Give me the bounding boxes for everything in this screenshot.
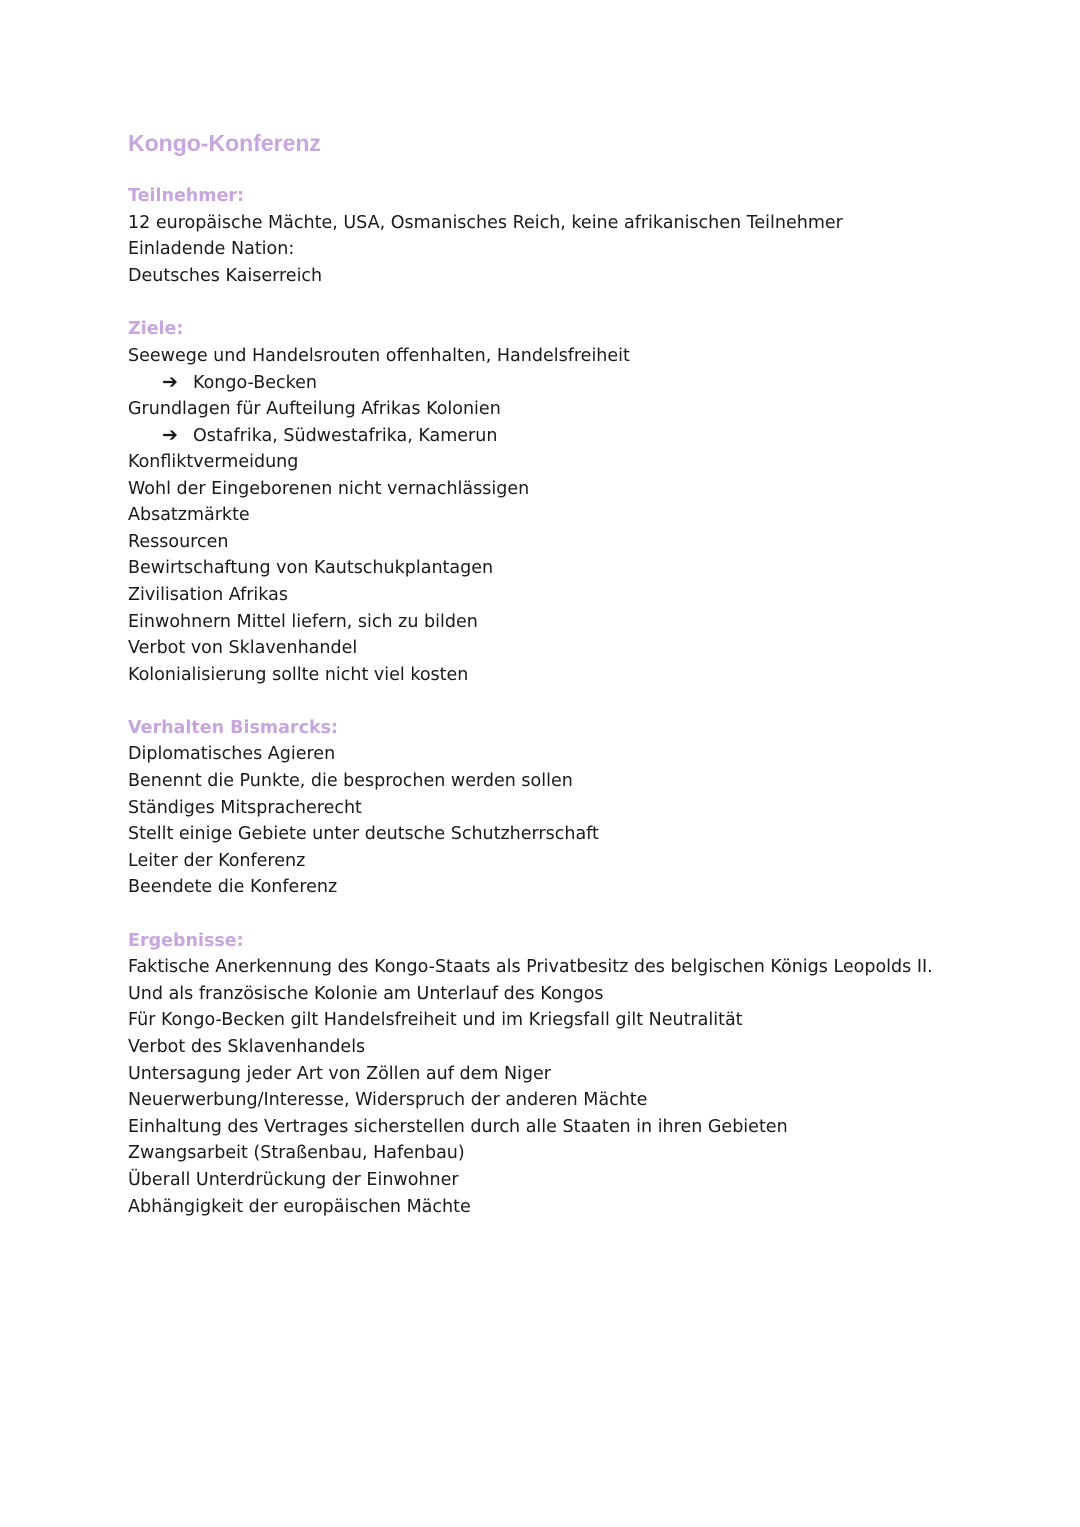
list-item: Überall Unterdrückung der Einwohner xyxy=(128,1169,459,1190)
list-item: Stellt einige Gebiete unter deutsche Schutzherrschaft xyxy=(128,824,599,845)
sub-list-item-text: Ostafrika, Südwestafrika, Kamerun xyxy=(193,426,498,447)
list-item: Ständiges Mitspracherecht xyxy=(128,797,362,818)
list-item: Verbot des Sklavenhandels xyxy=(128,1037,366,1057)
section-heading-ziele: Ziele: xyxy=(128,318,184,339)
list-item: Leiter der Konferenz xyxy=(128,850,306,871)
list-item: Und als französische Kolonie am Unterlauf des Kongos xyxy=(128,983,604,1004)
list-item: Verbot von Sklavenhandel xyxy=(128,638,358,659)
list-item: Seewege und Handelsrouten offenhalten, Handelsfreiheit xyxy=(128,345,630,366)
list-item: Diplomatisches Agieren xyxy=(128,744,336,765)
document-title: Kongo-Konferenz xyxy=(128,130,321,156)
list-item: Neuerwerbung/Interesse, Widerspruch der anderen Mächte xyxy=(128,1090,648,1111)
list-item: Zivilisation Afrikas xyxy=(128,584,288,605)
sub-list-item-text: Kongo-Becken xyxy=(193,373,317,394)
list-item: 12 europäische Mächte, USA, Osmanisches Reich, keine afrikanischen Teilnehmer xyxy=(128,212,843,233)
sub-list-item xyxy=(128,422,1028,449)
list-item: Wohl der Eingeborenen nicht vernachlässigen xyxy=(128,478,530,499)
list-item: Benennt die Punkte, die besprochen werden sollen xyxy=(128,771,573,792)
section-teilnehmer xyxy=(128,183,1028,289)
list-item: Untersagung jeder Art von Zöllen auf dem Niger xyxy=(128,1063,551,1084)
section-heading-teilnehmer: Teilnehmer: xyxy=(128,186,244,206)
list-item: Einladende Nation: xyxy=(128,239,295,260)
arrow-right-icon: ➔ xyxy=(162,371,178,394)
list-item: Für Kongo-Becken gilt Handelsfreiheit und im Kriegsfall gilt Neutralität xyxy=(128,1010,743,1031)
section-heading-verhalten-bismarcks: Verhalten Bismarcks: xyxy=(128,717,338,738)
list-item: Abhängigkeit der europäischen Mächte xyxy=(128,1196,471,1217)
list-item: Einwohnern Mittel liefern, sich zu bilden xyxy=(128,611,478,632)
list-item: Kolonialisierung sollte nicht viel kosten xyxy=(128,664,469,685)
list-item: Bewirtschaftung von Kautschukplantagen xyxy=(128,558,494,579)
section-ziele xyxy=(128,316,1028,688)
document-page xyxy=(128,126,1028,1247)
section-ergebnisse xyxy=(128,928,1028,1221)
arrow-right-icon: ➔ xyxy=(162,424,178,447)
list-item: Ressourcen xyxy=(128,531,229,552)
list-item: Deutsches Kaiserreich xyxy=(128,265,323,286)
list-item: Faktische Anerkennung des Kongo-Staats als Privatbesitz des belgischen Königs Leopolds II. xyxy=(128,957,933,978)
section-heading-ergebnisse: Ergebnisse: xyxy=(128,930,244,951)
list-item: Konfliktvermeidung xyxy=(128,451,299,472)
sub-list-item xyxy=(128,369,1028,396)
list-item: Einhaltung des Vertrages sicherstellen durch alle Staaten in ihren Gebieten xyxy=(128,1116,788,1137)
section-verhalten-bismarcks xyxy=(128,715,1028,901)
list-item: Absatzmärkte xyxy=(128,505,250,526)
list-item: Grundlagen für Aufteilung Afrikas Kolonien xyxy=(128,398,501,419)
list-item: Beendete die Konferenz xyxy=(128,877,338,898)
list-item: Zwangsarbeit (Straßenbau, Hafenbau) xyxy=(128,1143,465,1164)
